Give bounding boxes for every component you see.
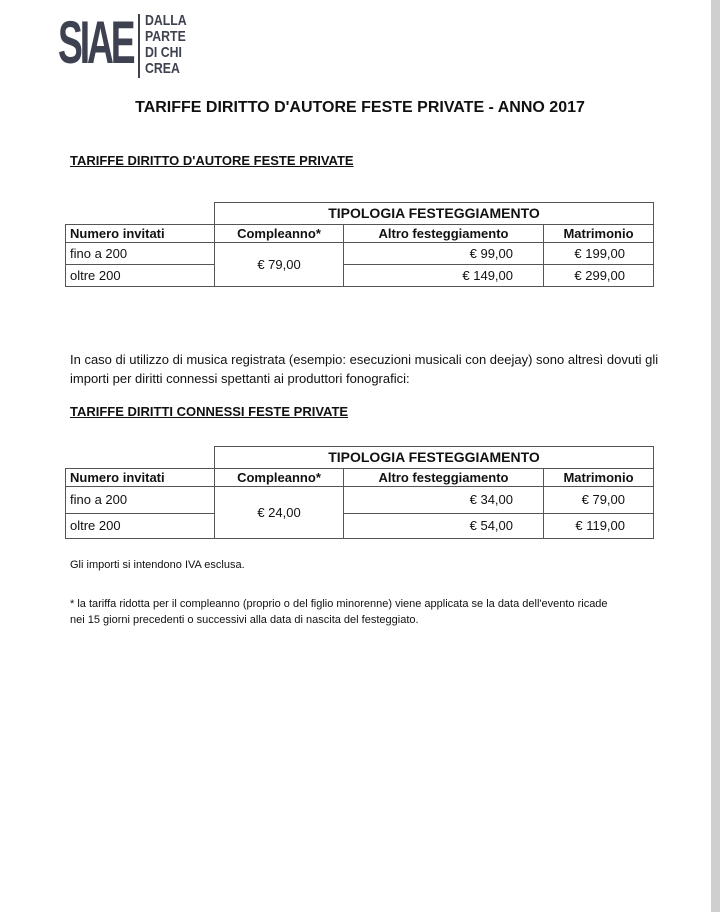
logo-tagline-line: PARTE — [145, 28, 186, 45]
column-header: Compleanno* — [215, 224, 344, 242]
logo-mark: SIAE — [58, 9, 133, 76]
section-title-diritto-autore: TARIFFE DIRITTO D'AUTORE FESTE PRIVATE — [70, 153, 354, 168]
paragraph-musica-registrata — [70, 350, 670, 388]
group-header: TIPOLOGIA FESTEGGIAMENTO — [215, 447, 654, 469]
paragraph-line: In caso di utilizzo di musica registrata (esempio: esecuzioni musicali con deejay) sono altresì dovuti gli — [70, 352, 659, 367]
logo-tagline — [145, 13, 196, 77]
iva-note: Gli importi si intendono IVA esclusa. — [70, 559, 245, 571]
column-header: Compleanno* — [215, 468, 344, 486]
footnote-line: * la tariffa ridotta per il compleanno (proprio o del figlio minorenne) viene applicata se la data dell'evento ricade — [70, 598, 608, 610]
table-cell-invitati: oltre 200 — [66, 513, 215, 538]
table-cell-compleanno: € 24,00 — [215, 486, 344, 538]
section-title-diritti-connessi: TARIFFE DIRITTI CONNESSI FESTE PRIVATE — [70, 404, 349, 419]
table-cell-compleanno: € 79,00 — [215, 242, 344, 286]
table-cell-matrimonio: € 119,00 — [544, 513, 654, 538]
table-cell-invitati: fino a 200 — [66, 486, 215, 513]
table-cell-altro: € 34,00 — [344, 486, 544, 513]
table-cell-matrimonio: € 79,00 — [544, 486, 654, 513]
logo-tagline-line: DALLA — [145, 12, 187, 29]
table-cell-altro: € 99,00 — [344, 242, 544, 264]
column-header: Altro festeggiamento — [344, 224, 544, 242]
footnote-line: nei 15 giorni precedenti o successivi alla data di nascita del festeggiato. — [70, 614, 419, 626]
column-header: Numero invitati — [66, 224, 215, 242]
table-cell-altro: € 54,00 — [344, 513, 544, 538]
paragraph-line: importi per diritti connessi spettanti ai produttori fonografici: — [70, 371, 410, 386]
tariff-table-diritti-connessi — [65, 446, 654, 539]
group-header: TIPOLOGIA FESTEGGIAMENTO — [215, 203, 654, 225]
column-header: Numero invitati — [66, 468, 215, 486]
table-cell-altro: € 149,00 — [344, 264, 544, 286]
column-header: Matrimonio — [544, 224, 654, 242]
table-cell-invitati: oltre 200 — [66, 264, 215, 286]
table-cell-matrimonio: € 199,00 — [544, 242, 654, 264]
logo-tagline-line: CREA — [145, 60, 180, 77]
column-header: Altro festeggiamento — [344, 468, 544, 486]
page-edge — [711, 0, 720, 912]
logo-tagline-line: DI CHI — [145, 44, 182, 61]
table-cell-matrimonio: € 299,00 — [544, 264, 654, 286]
table-cell-invitati: fino a 200 — [66, 242, 215, 264]
column-header: Matrimonio — [544, 468, 654, 486]
logo-divider — [138, 14, 140, 78]
page-title: TARIFFE DIRITTO D'AUTORE FESTE PRIVATE - ANNO 2017 — [135, 99, 585, 116]
footnote — [70, 596, 670, 628]
tariff-table-diritto-autore — [65, 202, 654, 287]
